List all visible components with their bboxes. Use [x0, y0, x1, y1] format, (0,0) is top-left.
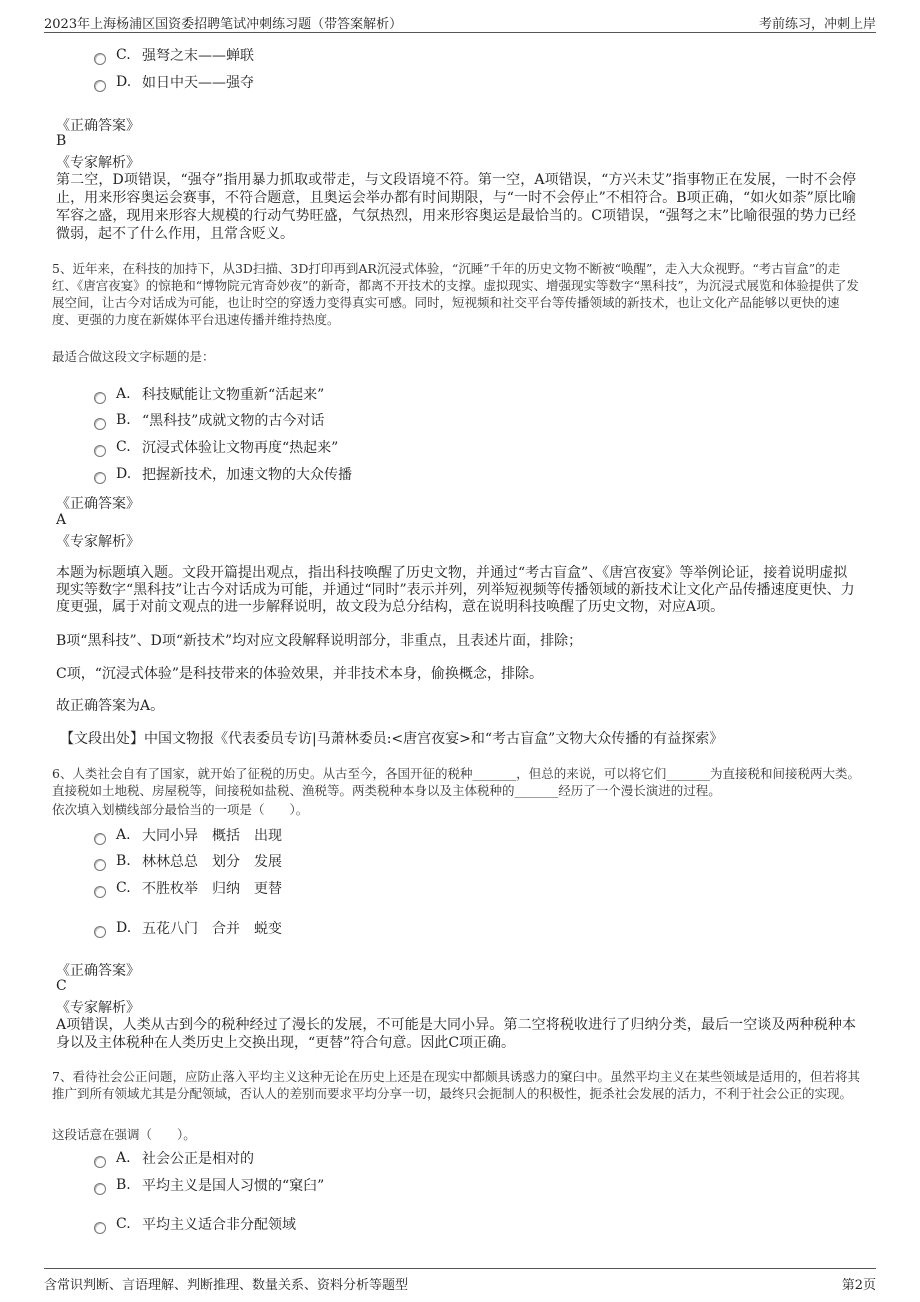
answer-label: 《正确答案》: [56, 963, 140, 979]
analysis-label: 《专家解析》: [56, 534, 140, 550]
radio-icon[interactable]: [94, 1222, 106, 1234]
header-title: 2023年上海杨浦区国资委招聘笔试冲刺练习题（带答案解析）: [44, 17, 403, 32]
q5-option-b[interactable]: B. “黑科技”成就文物的古今对话: [94, 410, 324, 430]
option-text: 社会公正是相对的: [142, 1151, 254, 1167]
option-text: 科技赋能让文物重新“活起来”: [142, 387, 325, 403]
radio-icon[interactable]: [94, 445, 106, 457]
option-text: 林林总总 划分 发展: [142, 854, 282, 870]
radio-icon[interactable]: [94, 472, 106, 484]
q5-option-d[interactable]: D. 把握新技术，加速文物的大众传播: [94, 464, 352, 484]
q6-option-a[interactable]: A. 大同小异 概括 出现: [94, 825, 282, 845]
radio-icon[interactable]: [94, 1156, 106, 1168]
analysis-paragraph: C项，“沉浸式体验”是科技带来的体验效果，并非技术本身，偷换概念，排除。: [56, 666, 544, 682]
question-prompt: 这段话意在强调（ ）。: [52, 1127, 196, 1142]
option-text: 大同小异 概括 出现: [142, 828, 282, 844]
q6-option-c[interactable]: C. 不胜枚举 归纳 更替: [94, 878, 282, 898]
page-header: [44, 10, 876, 33]
q4-option-c[interactable]: C. 强弩之末——蝉联: [94, 45, 254, 65]
header-slogan: 考前练习，冲刺上岸: [758, 17, 876, 32]
q6-option-d[interactable]: D. 五花八门 合并 蜕变: [94, 918, 282, 938]
question-stem: 6、人类社会自有了国家，就开始了征税的历史。从古至今，各国开征的税种_______，但总的来说，可以将它们_______为直接税和间接税两大类。直接税如土地税、房屋税等，间接税如盐税、渔税等。两类税种本身以及主体税种的_______经历了一个漫长演进的过程。: [52, 766, 860, 798]
analysis-text: A项错误，人类从古到今的税种经过了漫长的发展，不可能是大同小异。第二空将税收进行了归纳分类，最后一空谈及两种税种本身以及主体税种在人类历史上交换出现，“更替”符合句意。因此C项正确。: [56, 1017, 856, 1051]
radio-icon[interactable]: [94, 833, 106, 845]
q5-option-c[interactable]: C. 沉浸式体验让文物再度“热起来”: [94, 437, 338, 457]
radio-icon[interactable]: [94, 80, 106, 92]
q4-option-d[interactable]: D. 如日中天——强夺: [94, 72, 254, 92]
source-citation: 【文段出处】中国文物报《代表委员专访|马萧林委员:<唐宫夜宴>和“考古盲盒”文物大众传播的有益探索》: [60, 731, 724, 747]
radio-icon[interactable]: [94, 886, 106, 898]
analysis-paragraph: 本题为标题填入题。文段开篇提出观点，指出科技唤醒了历史文物，并通过“考古盲盒”、《唐宫夜宴》等举例论证，接着说明虚拟现实等数字“黑科技”让古今对话成为可能，并通过“同时”表示并列，列举短视频等传播领域的新技术让文化产品传播速度更快、力度更强，属于对前文观点的进一步解释说明，故文段为总分结构，意在说明科技唤醒了历史文物，对应A项。: [56, 565, 855, 615]
radio-icon[interactable]: [94, 392, 106, 404]
q6-option-b[interactable]: B. 林林总总 划分 发展: [94, 851, 282, 871]
answer-value: B: [56, 133, 67, 149]
option-text: 把握新技术，加速文物的大众传播: [142, 467, 352, 483]
analysis-paragraph: 故正确答案为A。: [56, 698, 165, 714]
answer-label: 《正确答案》: [56, 118, 140, 134]
option-text: 强弩之末——蝉联: [142, 48, 254, 64]
option-text: 五花八门 合并 蜕变: [142, 921, 282, 937]
question-stem: 5、近年来，在科技的加持下，从3D扫描、3D打印再到AR沉浸式体验，“沉睡”千年的历史文物不断被“唤醒”，走入大众视野。“考古盲盒”的走红、《唐宫夜宴》的惊艳和“博物院元宵奇妙夜”的新奇，都离不开技术的支撑。虚拟现实、增强现实等数字“黑科技”，为沉浸式展览和体验提供了发展空间，让古今对话成为可能，也让时空的穿透力变得真实可感。同时，短视频和社交平台等传播领域的新技术，也让文化产品能够以更快的速度、更强的力度在新媒体平台迅速传播并维持热度。: [52, 261, 859, 327]
option-text: 平均主义是国人习惯的“窠臼”: [142, 1178, 325, 1194]
q5-option-a[interactable]: A. 科技赋能让文物重新“活起来”: [94, 384, 324, 404]
answer-value: C: [56, 978, 67, 994]
option-text: 如日中天——强夺: [142, 75, 254, 91]
question-prompt: 最适合做这段文字标题的是：: [52, 349, 215, 364]
analysis-text: 第二空，D项错误，“强夺”指用暴力抓取或带走，与文段语境不符。第一空，A项错误，“方兴未艾”指事物正在发展，一时不会停止，用来形容奥运会赛事，不符合题意，且奥运会举办都有时间期限，与“一时不会停止”不相符合。B项正确，“如火如荼”原比喻军容之盛，现用来形容大规模的行动气势旺盛，气氛热烈，用来形容奥运是最恰当的。C项错误，“强弩之末”比喻很强的势力已经微弱，起不了什么作用，且常含贬义。: [56, 172, 856, 242]
page-footer: [44, 1268, 876, 1293]
option-text: 不胜枚举 归纳 更替: [142, 881, 282, 897]
footer-note: 含常识判断、言语理解、判断推理、数量关系、资料分析等题型: [44, 1278, 409, 1293]
question-stem: 7、看待社会公正问题，应防止落入平均主义这种无论在历史上还是在现实中都颇具诱惑力的窠臼中。虽然平均主义在某些领域是适用的，但若将其推广到所有领域尤其是分配领域，否认人的差别而要求平均分享一切，最终只会扼制人的积极性，扼杀社会发展的活力，不利于社会公正的实现。: [52, 1069, 860, 1101]
q7-option-c[interactable]: C. 平均主义适合非分配领域: [94, 1214, 296, 1234]
radio-icon[interactable]: [94, 926, 106, 938]
q7-option-a[interactable]: A. 社会公正是相对的: [94, 1148, 254, 1168]
page-number: 第2页: [841, 1278, 876, 1293]
radio-icon[interactable]: [94, 53, 106, 65]
question-prompt: 依次填入划横线部分最恰当的一项是（ ）。: [52, 802, 309, 817]
analysis-paragraph: B项“黑科技”、D项“新技术”均对应文段解释说明部分，非重点，且表述片面，排除；: [56, 633, 583, 649]
q7-option-b[interactable]: B. 平均主义是国人习惯的“窠臼”: [94, 1175, 324, 1195]
radio-icon[interactable]: [94, 859, 106, 871]
answer-label: 《正确答案》: [56, 496, 140, 512]
option-text: 平均主义适合非分配领域: [142, 1217, 296, 1233]
option-text: 沉浸式体验让文物再度“热起来”: [142, 440, 339, 456]
option-text: “黑科技”成就文物的古今对话: [142, 413, 325, 429]
radio-icon[interactable]: [94, 418, 106, 430]
answer-value: A: [56, 512, 67, 528]
analysis-label: 《专家解析》: [56, 1000, 140, 1016]
radio-icon[interactable]: [94, 1183, 106, 1195]
analysis-label: 《专家解析》: [56, 155, 140, 171]
